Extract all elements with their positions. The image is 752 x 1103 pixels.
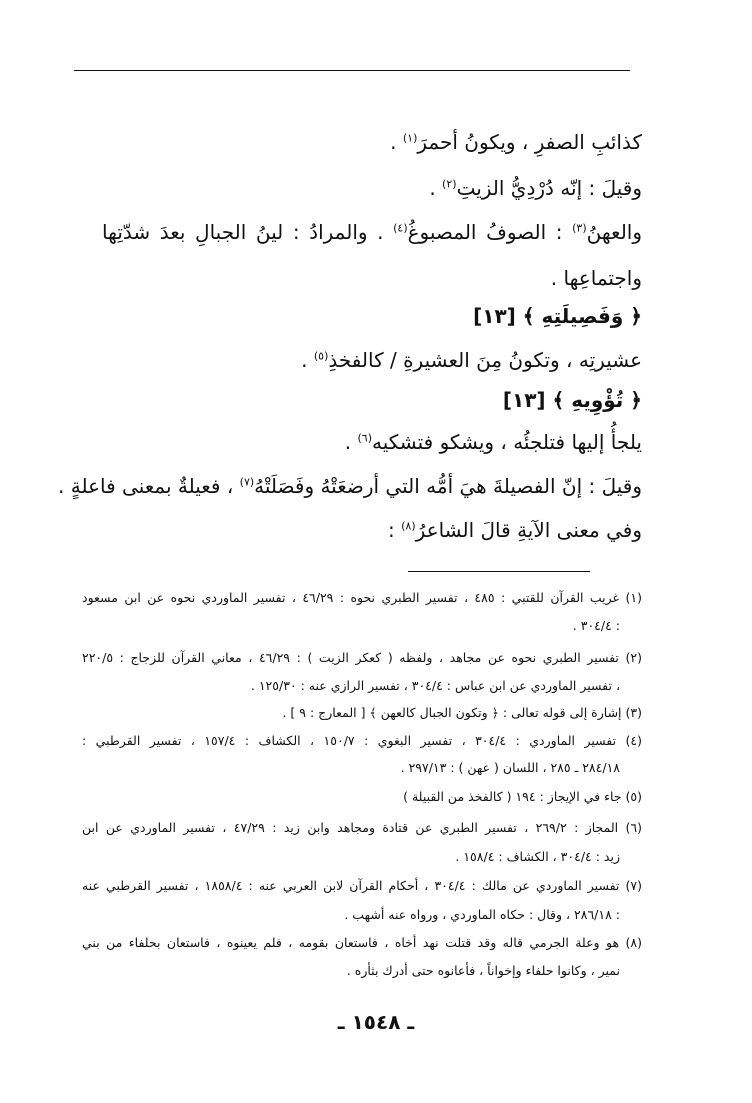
footnote-2: (٢) تفسير الطبري نحوه عن مجاهد ، ولفظه ( كعكر الزيت ) : ٤٦/٢٩ ، معاني القرآن للزجاج : ٢٢٠/٥ xyxy=(82,650,642,665)
footnote-rule xyxy=(408,571,590,572)
footnote-1: (١) غريب القرآن للقتبي : ٤٨٥ ، تفسير الطبري نحوه : ٤٦/٢٩ ، تفسير الماوردي نحوه عن ابن مسعود xyxy=(82,590,643,605)
text-span: وقيلَ : إنّه دُرْدِيُّ الزيتِ xyxy=(456,176,642,200)
text-span: كذائبِ الصفرِ ، ويكونُ أحمرَ xyxy=(417,130,642,154)
footnote-mark-4: (٤) xyxy=(393,221,408,235)
text-line-7 xyxy=(58,476,642,496)
footnote-4: (٤) تفسير الماوردي : ٣٠٤/٤ ، تفسير البغوي : ١٥٠/٧ ، الكشاف : ١٥٧/٤ ، تفسير القرطبي : xyxy=(82,733,643,748)
text-dot: . xyxy=(344,430,352,454)
footnote-mark-7: (٧) xyxy=(239,475,255,489)
text-span: وفي معنى الآيةِ قالَ الشاعرُ xyxy=(415,518,642,542)
text-dot: . xyxy=(301,348,308,372)
text-line-5 xyxy=(301,350,642,370)
verse-heading-2 xyxy=(503,390,642,410)
text-span: والعهنُ xyxy=(586,220,643,244)
text-span: عشيرتِه ، وتكونُ مِنَ العشيرةِ / كالفخذِ xyxy=(328,348,642,372)
text-line-4 xyxy=(551,268,642,288)
text-span: : الصوفُ المصبوغُ xyxy=(407,220,563,244)
footnote-mark-2: (٢) xyxy=(442,177,457,191)
text-span: . والمرادُ : لينُ الجبالِ بعدَ شدّتِها xyxy=(102,220,384,244)
footnote-6: (٦) المجاز : ٢٦٩/٢ ، تفسير الطبري عن قتادة ومجاهد وابن زيد : ٤٧/٢٩ ، تفسير الماوردي عن ابن xyxy=(82,820,642,835)
footnote-4-cont: ٢٨٤/١٨ ـ ٢٨٥ ، اللسان ( عهن ) : ٢٩٧/١٣ . xyxy=(400,760,620,775)
footnote-6-cont: زيد : ٣٠٤/٤ ، الكشاف : ١٥٨/٤ . xyxy=(455,849,620,864)
footnote-mark-3: (٣) xyxy=(572,221,587,235)
text-dot: . xyxy=(429,176,436,200)
verse-heading-1 xyxy=(473,306,642,326)
footnote-mark-1: (١) xyxy=(402,131,418,145)
text-span: : xyxy=(387,518,395,542)
text-line-8 xyxy=(388,520,642,540)
footnote-mark-5: (٥) xyxy=(313,349,329,363)
footnote-7: (٧) تفسير الماوردي عن مالك : ٣٠٤/٤ ، أحكام القرآن لابن العربي عنه : ١٨٥٨/٤ ، تفسير القرطبي عنه xyxy=(82,878,642,893)
verse-text: ﴿ وَفَصِيلَتِهِ ﴾ [١٣] xyxy=(473,304,642,328)
text-span: وقيلَ : إنّ الفصيلةَ هيَ أمُّه التي أرضعَتْهُ وفَصَلَتْهُ xyxy=(254,474,642,498)
text-span: يلجأُ إليها فتلجئُه ، ويشكو فتشكيه xyxy=(372,430,642,454)
text-dot: . xyxy=(390,130,397,154)
footnote-mark-6: (٦) xyxy=(357,431,372,445)
text-line-2 xyxy=(429,178,642,198)
footnote-1-cont: : ٣٠٤/٤ . xyxy=(572,618,620,633)
footnote-7-cont: : ٢٨٦/١٨ ، وقال : حكاه الماوردي ، ورواه عنه أشهب . xyxy=(344,907,620,922)
footnote-2-cont: ، تفسير الماوردي عن ابن عباس : ٣٠٤/٤ ، تفسير الرازي عنه : ١٢٥/٣٠ . xyxy=(250,678,620,693)
header-rule xyxy=(74,70,630,71)
text-span: ، فعيلةٌ بمعنى فاعلةٍ . xyxy=(58,474,234,498)
verse-text: ﴿ تُؤْوِيهِ ﴾ [١٣] xyxy=(502,388,642,412)
text-span: واجتماعِها . xyxy=(550,266,642,290)
text-line-1 xyxy=(390,132,642,152)
footnote-3: (٣) إشارة إلى قوله تعالى : ﴿ وتكون الجبال كالعهن ﴾ [ المعارج : ٩ ] . xyxy=(282,705,642,720)
text-line-3 xyxy=(102,222,642,242)
footnote-8: (٨) هو وعلة الجرمي قاله وقد قتلت نهد أخاه ، فاستعان بقومه ، فلم يعينوه ، فاستعان بحلفاء من بني xyxy=(82,935,642,950)
page-number: ـ ١٥٤٨ ـ xyxy=(337,1010,415,1034)
footnote-mark-8: (٨) xyxy=(401,519,416,533)
text-line-6 xyxy=(345,432,642,452)
footnote-5: (٥) جاء في الإيجاز : ١٩٤ ( كالفخذ من القبيلة ) xyxy=(403,789,642,804)
footnote-8-cont: نمير ، وكانوا حلفاء وإخواناً ، فأعانوه حتى أدرك بثأره . xyxy=(346,963,620,978)
